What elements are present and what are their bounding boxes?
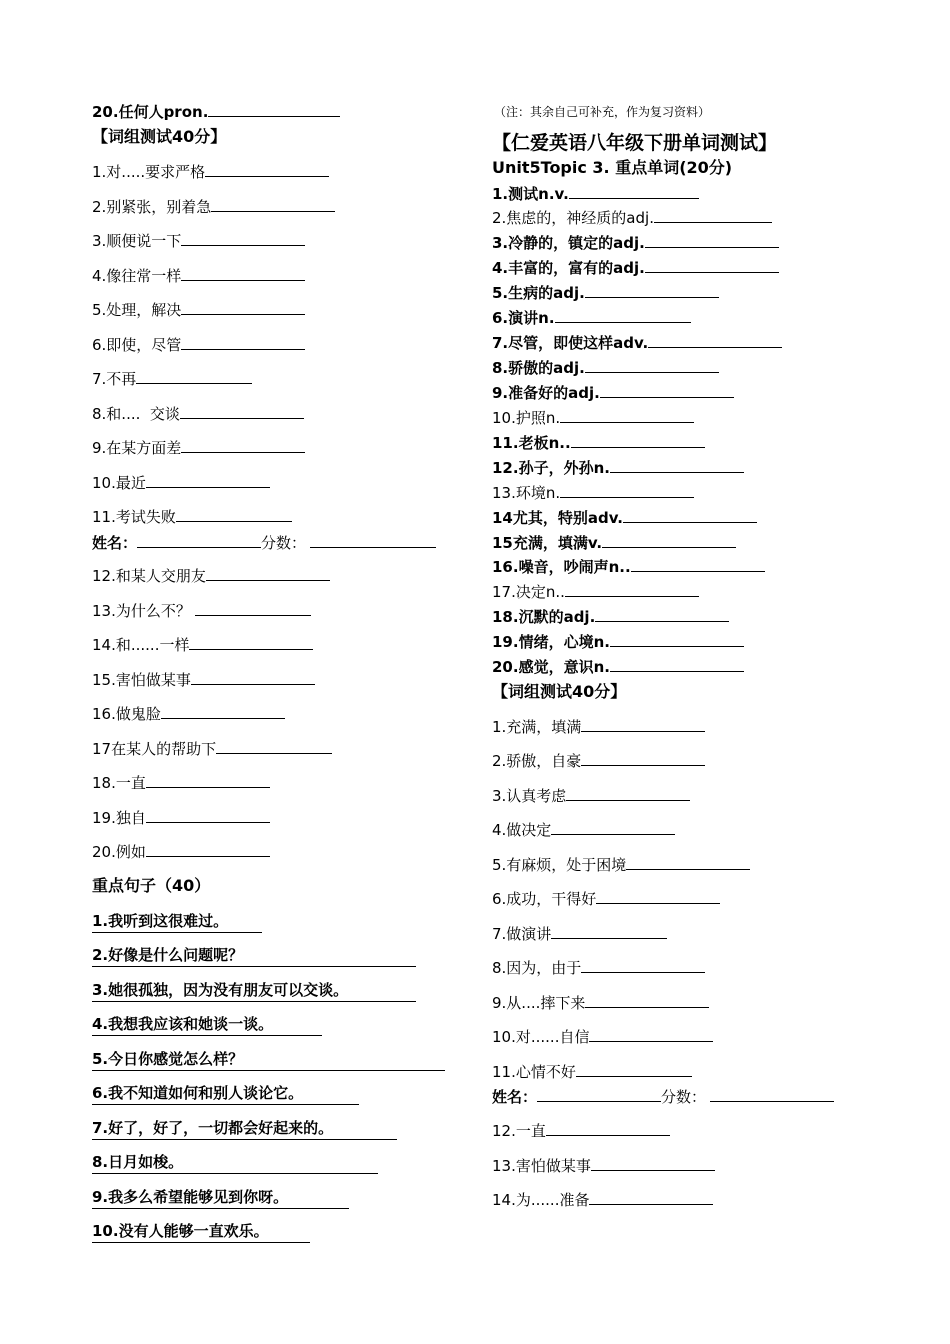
answer-blank[interactable]	[569, 184, 699, 199]
right-phrase-item	[492, 786, 690, 806]
right-phrase-item	[492, 855, 750, 875]
left-phrase-item	[92, 162, 329, 182]
right-phrase-item	[492, 751, 705, 771]
answer-blank[interactable]	[206, 566, 330, 581]
item-text: 5.有麻烦，处于困境	[492, 856, 627, 874]
answer-blank[interactable]	[551, 820, 675, 835]
item-text: 3.顺便说一下	[92, 232, 182, 250]
answer-blank[interactable]	[595, 607, 729, 622]
left-phrase-item	[92, 773, 270, 793]
word-item	[492, 508, 757, 528]
answer-blank[interactable]	[181, 300, 305, 315]
answer-blank[interactable]	[161, 704, 285, 719]
answer-blank[interactable]	[602, 533, 736, 548]
answer-blank[interactable]	[585, 283, 719, 298]
right-phrase-item	[492, 889, 720, 909]
item-text: 19.独自	[92, 809, 146, 827]
item-text: 14.和......一样	[92, 636, 190, 654]
name-input[interactable]	[137, 533, 261, 548]
answer-blank[interactable]	[596, 889, 720, 904]
answer-blank[interactable]	[555, 308, 691, 323]
left-name-score-row	[92, 533, 436, 553]
item-text: 10.护照n.	[492, 409, 561, 427]
item-text: 11.考试失败	[92, 508, 176, 526]
answer-blank[interactable]	[146, 808, 270, 823]
item-text: 2.别紧张，别着急	[92, 198, 212, 216]
left-phrase-item	[92, 842, 270, 862]
item-text: 13.害怕做某事	[492, 1157, 591, 1175]
left-phrase-item	[92, 266, 305, 286]
answer-blank[interactable]	[589, 1190, 713, 1205]
sentence-item	[92, 1014, 322, 1036]
item-text: 18.一直	[92, 774, 146, 792]
left-phrase-item	[92, 808, 270, 828]
name-label: 姓名：	[92, 534, 138, 552]
item-text: 11.心情不好	[492, 1063, 576, 1081]
answer-blank[interactable]	[581, 751, 705, 766]
answer-blank[interactable]	[181, 335, 305, 350]
right-phrase-item	[492, 1156, 715, 1176]
review-note: （注：其余自己可补充，作为复习资料）	[494, 105, 711, 119]
sentence-text: 10.没有人能够一直欢乐。	[92, 1221, 310, 1243]
answer-blank[interactable]	[571, 433, 705, 448]
right-phrase-item	[492, 993, 709, 1013]
answer-blank[interactable]	[195, 601, 311, 616]
item-text: 3.冷静的，镇定的adj.	[492, 234, 645, 252]
item-text: 15.害怕做某事	[92, 671, 191, 689]
answer-blank[interactable]	[654, 208, 772, 223]
answer-blank[interactable]	[551, 924, 667, 939]
item-text: 7.做演讲	[492, 925, 552, 943]
word-item	[492, 208, 772, 228]
item-text: 17在某人的帮助下	[92, 740, 217, 758]
answer-blank[interactable]	[589, 1027, 713, 1042]
item-text: 17.决定n..	[492, 583, 565, 601]
word-item	[492, 607, 729, 627]
answer-blank[interactable]	[208, 102, 340, 117]
page-title: 【仁爱英语八年级下册单词测试】	[492, 132, 778, 154]
sentence-item	[92, 945, 416, 967]
right-phrase-item	[492, 820, 675, 840]
answer-blank[interactable]	[560, 408, 694, 423]
left-phrase-item	[92, 300, 305, 320]
sentence-text: 1.我听到这很难过。	[92, 911, 262, 933]
item-text: 8.因为，由于	[492, 959, 582, 977]
item-text: 9.从....摔下来	[492, 994, 586, 1012]
item-text: 16.噪音，吵闹声n..	[492, 558, 631, 576]
sentence-item	[92, 1083, 359, 1105]
right-phrase-item	[492, 1027, 713, 1047]
sentence-text: 3.她很孤独，因为没有朋友可以交谈。	[92, 980, 416, 1002]
right-phrase-item	[492, 1121, 670, 1141]
unit-line: Unit5Topic 3. 重点单词(20分)	[492, 158, 733, 177]
sentence-item	[92, 1221, 310, 1243]
item-text: 20.感觉，意识n.	[492, 658, 610, 676]
sentence-item	[92, 1049, 445, 1071]
answer-blank[interactable]	[211, 197, 335, 212]
answer-blank[interactable]	[610, 632, 744, 647]
item-text: 12.一直	[492, 1122, 546, 1140]
score-input[interactable]	[310, 533, 436, 548]
item-text: 9.准备好的adj.	[492, 384, 600, 402]
sentence-item	[92, 1152, 378, 1174]
sentence-text: 5.今日你感觉怎么样？	[92, 1049, 445, 1071]
item-text: 7.尽管，即使这样adv.	[492, 334, 649, 352]
item-text: 10.对......自信	[492, 1028, 590, 1046]
right-phrase-header: 【词组测试40分】	[492, 682, 627, 701]
item-text: 11.老板n..	[492, 434, 571, 452]
item-text: 19.情绪，心境n.	[492, 633, 610, 651]
answer-blank[interactable]	[176, 507, 292, 522]
answer-blank[interactable]	[626, 855, 750, 870]
item-text: 16.做鬼脸	[92, 705, 161, 723]
answer-blank[interactable]	[205, 162, 329, 177]
sentence-text: 7.好了，好了，一切都会好起来的。	[92, 1118, 397, 1140]
answer-blank[interactable]	[146, 842, 270, 857]
sentence-text: 2.好像是什么问题呢？	[92, 945, 416, 967]
answer-blank[interactable]	[180, 404, 304, 419]
word-item	[492, 458, 744, 478]
item-text: 10.最近	[92, 474, 146, 492]
right-phrase-item	[492, 924, 667, 944]
answer-blank[interactable]	[610, 657, 744, 672]
answer-blank[interactable]	[600, 383, 734, 398]
sentence-item	[92, 980, 416, 1002]
left-phrase-item	[92, 566, 330, 586]
left-phrase-item	[92, 438, 305, 458]
answer-blank[interactable]	[566, 786, 690, 801]
item-text: 2.焦虑的，神经质的adj.	[492, 209, 654, 227]
left-phrase-item	[92, 335, 305, 355]
answer-blank[interactable]	[181, 231, 305, 246]
item-text: 6.演讲n.	[492, 309, 555, 327]
score-label: 分数：	[261, 534, 307, 552]
answer-blank[interactable]	[610, 458, 744, 473]
item-text: 1.充满，填满	[492, 718, 582, 736]
item-text: 8.和.... 交谈	[92, 405, 180, 423]
item-text: 6.成功，干得好	[492, 890, 597, 908]
item-text: 20.任何人pron.	[92, 103, 209, 121]
item-text: 5.生病的adj.	[492, 284, 585, 302]
answer-blank[interactable]	[216, 739, 332, 754]
right-phrase-item	[492, 958, 705, 978]
left-phrase-item	[92, 601, 311, 621]
sentence-item	[92, 911, 262, 933]
score-label: 分数：	[661, 1088, 707, 1106]
item-text: 13.环境n.	[492, 484, 561, 502]
left-sentence-header: 重点句子（40）	[92, 876, 211, 895]
answer-blank[interactable]	[581, 958, 705, 973]
word-item	[492, 233, 779, 253]
right-name-score-row	[492, 1087, 834, 1107]
word-item	[492, 557, 765, 577]
word-item	[492, 582, 699, 602]
word-item	[492, 657, 744, 677]
answer-blank[interactable]	[648, 333, 782, 348]
sentence-text: 9.我多么希望能够见到你呀。	[92, 1187, 349, 1209]
item-text: 4.丰富的，富有的adj.	[492, 259, 645, 277]
left-phrase-header: 【词组测试40分】	[92, 127, 227, 146]
word-item	[492, 358, 719, 378]
left-phrase-item	[92, 473, 270, 493]
answer-blank[interactable]	[591, 1156, 715, 1171]
left-phrase-item	[92, 507, 292, 527]
word-item	[492, 184, 699, 204]
answer-blank[interactable]	[631, 557, 765, 572]
item-text: 12.和某人交朋友	[92, 567, 206, 585]
right-phrase-item	[492, 1062, 692, 1082]
left-phrase-item	[92, 404, 304, 424]
word-item	[492, 632, 744, 652]
answer-blank[interactable]	[146, 473, 270, 488]
answer-blank[interactable]	[581, 717, 705, 732]
item-text: 9.在某方面差	[92, 439, 182, 457]
item-text: 1.测试n.v.	[492, 185, 569, 203]
sentence-text: 4.我想我应该和她谈一谈。	[92, 1014, 322, 1036]
word-item	[492, 258, 779, 278]
right-phrase-item	[492, 1190, 713, 1210]
answer-blank[interactable]	[181, 438, 305, 453]
word-item	[492, 533, 736, 553]
answer-blank[interactable]	[181, 266, 305, 281]
item-text: 8.骄傲的adj.	[492, 359, 585, 377]
answer-blank[interactable]	[136, 369, 252, 384]
answer-blank[interactable]	[189, 635, 313, 650]
answer-blank[interactable]	[191, 670, 315, 685]
left-word-item	[92, 102, 340, 122]
item-text: 20.例如	[92, 843, 146, 861]
answer-blank[interactable]	[546, 1121, 670, 1136]
item-text: 12.孙子，外孙n.	[492, 459, 610, 477]
item-text: 15充满，填满v.	[492, 534, 603, 552]
left-phrase-item	[92, 670, 315, 690]
left-phrase-item	[92, 704, 285, 724]
item-text: 6.即使，尽管	[92, 336, 182, 354]
word-item	[492, 483, 694, 503]
answer-blank[interactable]	[560, 483, 694, 498]
sentence-item	[92, 1187, 349, 1209]
item-text: 18.沉默的adj.	[492, 608, 596, 626]
answer-blank[interactable]	[645, 233, 779, 248]
score-input[interactable]	[710, 1087, 834, 1102]
answer-blank[interactable]	[576, 1062, 692, 1077]
right-phrase-item	[492, 717, 705, 737]
item-text: 5.处理，解决	[92, 301, 182, 319]
item-text: 4.像往常一样	[92, 267, 182, 285]
answer-blank[interactable]	[585, 993, 709, 1008]
name-label: 姓名：	[492, 1088, 538, 1106]
left-phrase-item	[92, 635, 313, 655]
answer-blank[interactable]	[565, 582, 699, 597]
left-phrase-item	[92, 739, 332, 759]
word-item	[492, 408, 694, 428]
word-item	[492, 383, 734, 403]
left-phrase-item	[92, 231, 305, 251]
answer-blank[interactable]	[585, 358, 719, 373]
item-text: 3.认真考虑	[492, 787, 567, 805]
word-item	[492, 433, 705, 453]
left-phrase-item	[92, 197, 335, 217]
item-text: 2.骄傲，自豪	[492, 752, 582, 770]
item-text: 13.为什么不？	[92, 602, 191, 620]
answer-blank[interactable]	[623, 508, 757, 523]
sentence-text: 8.日月如梭。	[92, 1152, 378, 1174]
word-item	[492, 283, 719, 303]
sentence-text: 6.我不知道如何和别人谈论它。	[92, 1083, 359, 1105]
name-input[interactable]	[537, 1087, 661, 1102]
word-item	[492, 333, 782, 353]
item-text: 7.不再	[92, 370, 137, 388]
answer-blank[interactable]	[645, 258, 779, 273]
item-text: 4.做决定	[492, 821, 552, 839]
sentence-item	[92, 1118, 397, 1140]
item-text: 14.为......准备	[492, 1191, 590, 1209]
answer-blank[interactable]	[146, 773, 270, 788]
word-item	[492, 308, 691, 328]
left-phrase-item	[92, 369, 252, 389]
item-text: 1.对.....要求严格	[92, 163, 206, 181]
item-text: 14尤其，特别adv.	[492, 509, 623, 527]
